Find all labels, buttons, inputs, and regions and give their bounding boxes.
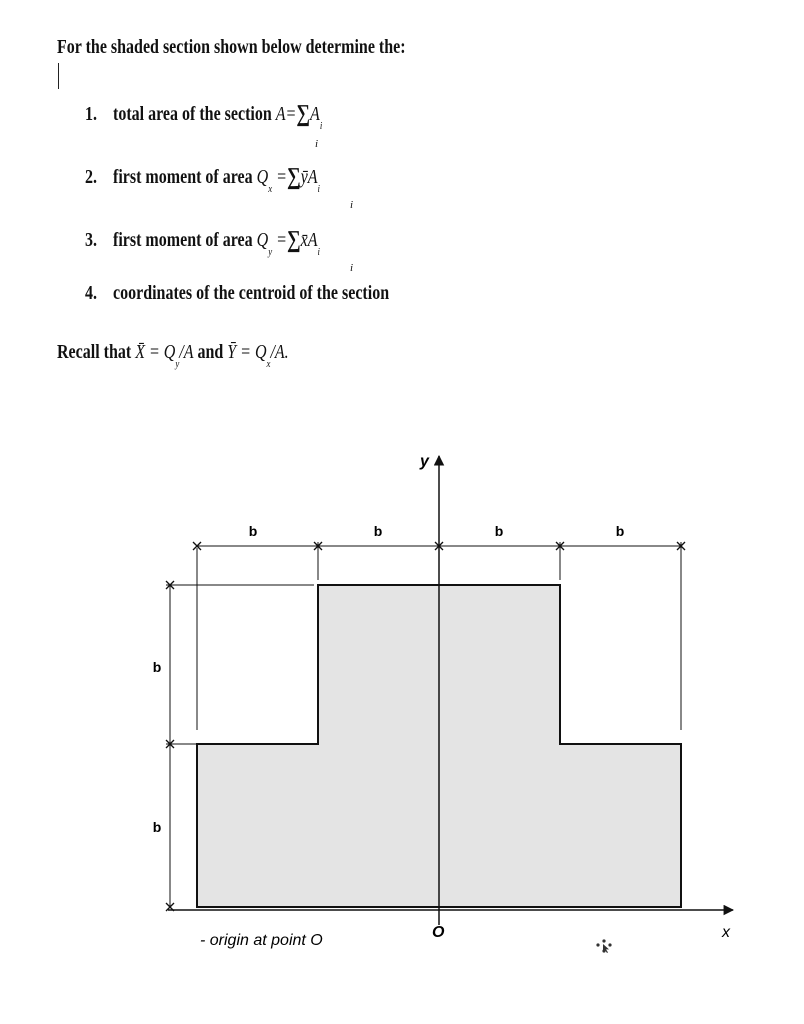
recall-and: and	[197, 341, 224, 363]
recall-x-over: /A	[179, 341, 194, 363]
formula-rhs: ȳA	[300, 166, 318, 188]
dim-left-b-1: b	[152, 659, 162, 675]
dim-top-b-2: b	[373, 523, 383, 539]
formula-index: i	[317, 183, 320, 195]
list-item-1: 1. total area of the section $A=\sum A_i$	[85, 101, 323, 132]
item-text: first moment of area	[113, 166, 253, 188]
item-number: 1.	[85, 103, 97, 125]
problem-heading: For the shaded section shown below determine the:	[57, 36, 406, 58]
formula-rhs: A	[310, 103, 320, 125]
sum-symbol: ∑	[286, 164, 301, 190]
formula-index: i	[319, 120, 323, 132]
sum-index: i	[315, 138, 319, 150]
formula-index: i	[317, 246, 320, 258]
item-text: total area of the section	[113, 103, 272, 125]
item-number: 2.	[85, 166, 97, 188]
formula-lhs: Q	[256, 229, 269, 251]
formula-lhs-sub: y	[268, 246, 273, 258]
recall-x-sub: y	[175, 358, 180, 370]
list-item-2: 2. first moment of area $Q_x$ $=\sum ȳA_i$	[85, 164, 320, 195]
item-text: first moment of area	[113, 229, 253, 251]
sum-symbol: ∑	[296, 101, 311, 127]
recall-y-sub: x	[266, 358, 271, 370]
x-axis-label: x	[722, 924, 730, 941]
mouse-cursor-icon	[596, 939, 611, 953]
dim-top-b-4: b	[615, 523, 625, 539]
sum-symbol: ∑	[286, 227, 301, 253]
formula-lhs: A	[275, 103, 286, 125]
item-text: coordinates of the centroid of the section	[113, 282, 390, 304]
formula-lhs-sub: x	[268, 183, 273, 195]
dim-left-b-2: b	[152, 819, 162, 835]
dim-top-b-3: b	[494, 523, 504, 539]
y-axis-label: y	[420, 453, 429, 470]
item-number: 4.	[85, 282, 97, 304]
dim-top-b-1: b	[248, 523, 258, 539]
sum-index: i	[350, 262, 354, 274]
origin-note: - origin at point O	[200, 932, 323, 949]
recall-prefix: Recall that	[57, 341, 132, 363]
recall-y-formula: Ȳ = Q	[227, 341, 267, 363]
sum-index: i	[350, 199, 354, 211]
item-number: 3.	[85, 229, 97, 251]
list-item-3: 3. first moment of area $Q_y$ $=\sum x̄A_i$	[85, 227, 320, 258]
formula-rhs: x̄A	[300, 229, 318, 251]
recall-y-over: /A.	[270, 341, 289, 363]
recall-x-formula: X̄ = Q	[135, 341, 176, 363]
origin-label: O	[432, 924, 445, 941]
formula-lhs: Q	[256, 166, 269, 188]
